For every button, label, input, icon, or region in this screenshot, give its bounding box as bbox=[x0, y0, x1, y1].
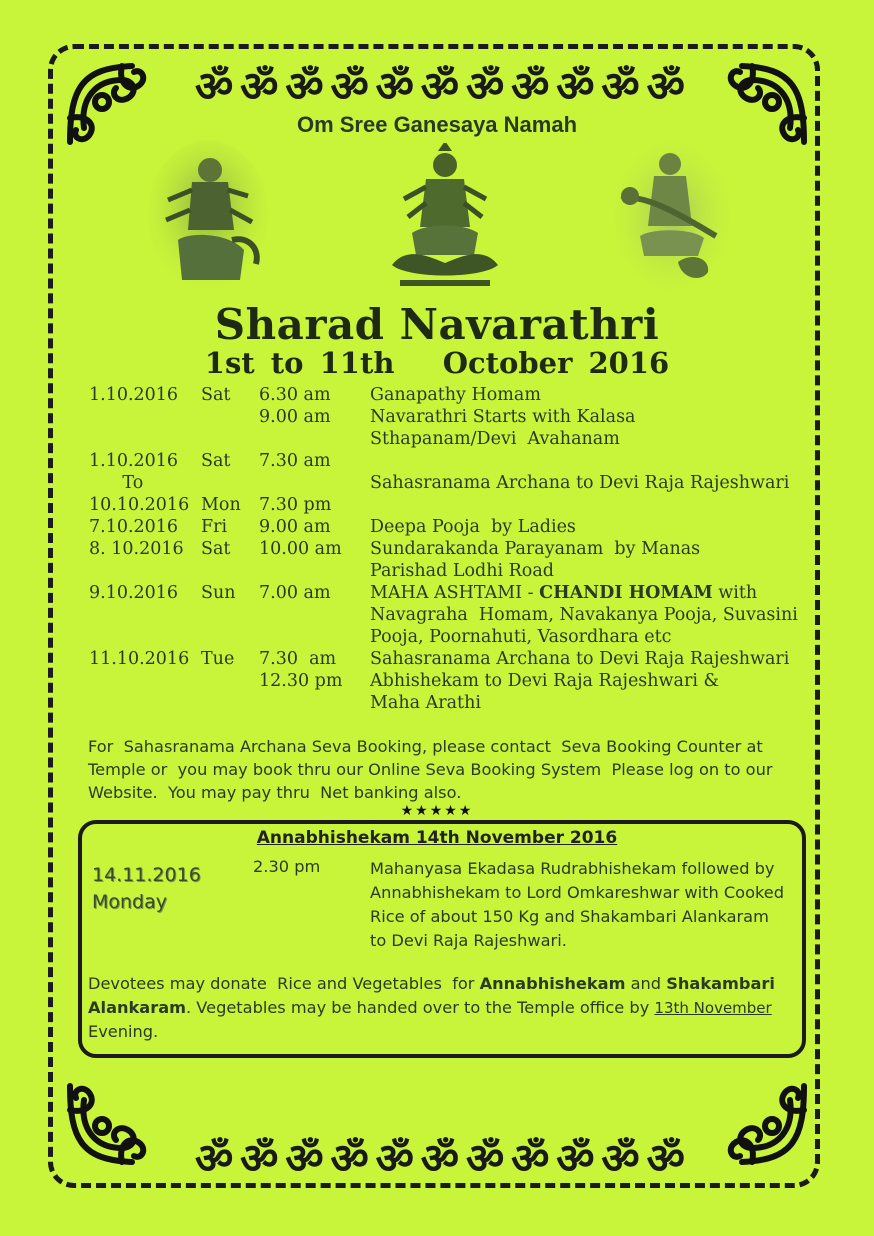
schedule-date: To bbox=[89, 473, 144, 493]
schedule-date: 1.10.2016 bbox=[89, 451, 179, 471]
note-text: Devotees may donate Rice and Vegetables for bbox=[88, 974, 480, 993]
schedule-description: Sahasranama Archana to Devi Raja Rajeshwari bbox=[370, 473, 790, 493]
ashtami-suffix: with bbox=[712, 583, 758, 603]
schedule-time: 7.30 am bbox=[259, 451, 331, 471]
corner-ornament-bottom-left bbox=[62, 1078, 154, 1170]
schedule-description: Sthapanam/Devi Avahanam bbox=[370, 429, 620, 449]
schedule-row bbox=[89, 560, 809, 582]
schedule-row bbox=[89, 384, 809, 406]
om-icon: ॐ bbox=[195, 1134, 234, 1183]
om-icon: ॐ bbox=[195, 62, 234, 111]
om-icon: ॐ bbox=[465, 1134, 505, 1183]
schedule-date: 9.10.2016 bbox=[89, 583, 179, 603]
schedule-description: Parishad Lodhi Road bbox=[370, 561, 554, 581]
schedule-row bbox=[89, 582, 809, 604]
schedule-row bbox=[89, 450, 809, 472]
schedule-day: Sat bbox=[201, 385, 231, 405]
star-divider: ★★★★★ bbox=[400, 803, 474, 819]
schedule-row bbox=[89, 428, 809, 450]
schedule-row bbox=[89, 538, 809, 560]
schedule-row bbox=[89, 692, 809, 714]
om-icon: ॐ bbox=[240, 62, 279, 111]
schedule-row bbox=[89, 670, 809, 692]
schedule-day: Mon bbox=[201, 495, 241, 515]
om-icon: ॐ bbox=[375, 1134, 414, 1183]
schedule-row bbox=[89, 472, 809, 494]
schedule-time: 9.00 am bbox=[259, 407, 331, 427]
schedule-description: Pooja, Poornahuti, Vasordhara etc bbox=[370, 627, 672, 647]
om-icon: ॐ bbox=[330, 62, 369, 111]
schedule-description: Deepa Pooja by Ladies bbox=[370, 517, 576, 537]
om-icon: ॐ bbox=[646, 1134, 685, 1183]
schedule-description: Abhishekam to Devi Raja Rajeshwari & bbox=[370, 671, 720, 691]
om-icon: ॐ bbox=[330, 1134, 369, 1183]
schedule-description: Maha Arathi bbox=[370, 693, 481, 713]
schedule-date: 11.10.2016 bbox=[89, 649, 190, 669]
annabhishekam-title: Annabhishekam 14th November 2016 bbox=[256, 828, 618, 848]
om-icon: ॐ bbox=[240, 1134, 279, 1183]
schedule-day: Sat bbox=[201, 451, 231, 471]
schedule-day: Fri bbox=[201, 517, 228, 537]
donation-note bbox=[88, 972, 798, 1044]
note-text: and bbox=[625, 974, 667, 993]
annabhishekam-time: 2.30 pm bbox=[253, 857, 321, 876]
om-symbol-row-top bbox=[195, 62, 685, 111]
schedule-row bbox=[89, 648, 809, 670]
schedule-time: 10.00 am bbox=[259, 539, 342, 559]
schedule-date: 1.10.2016 bbox=[89, 385, 179, 405]
schedule-description: Ganapathy Homam bbox=[370, 385, 541, 405]
schedule-time: 7.30 pm bbox=[259, 495, 332, 515]
schedule-time: 9.00 am bbox=[259, 517, 331, 537]
schedule-description: Sahasranama Archana to Devi Raja Rajeshwari bbox=[370, 649, 790, 669]
ashtami-label: MAHA ASHTAMI - bbox=[370, 583, 540, 603]
note-bold-annabhishekam: Annabhishekam bbox=[479, 974, 626, 993]
om-icon: ॐ bbox=[511, 1134, 550, 1183]
booking-info: For Sahasranama Archana Seva Booking, please contact Seva Booking Counter at Temple or you may book thru our Online Seva Booking System Please log on to our Website. You may pay thru Net banking also. bbox=[88, 737, 778, 802]
om-icon: ॐ bbox=[285, 1134, 324, 1183]
schedule-time: 7.00 am bbox=[259, 583, 331, 603]
om-icon: ॐ bbox=[465, 62, 505, 111]
schedule-day: Sat bbox=[201, 539, 231, 559]
om-icon: ॐ bbox=[420, 62, 460, 111]
schedule-row bbox=[89, 406, 809, 428]
chandi-homam-label: CHANDI HOMAM bbox=[539, 583, 713, 603]
om-icon: ॐ bbox=[285, 62, 324, 111]
event-title: Sharad Navarathri bbox=[214, 300, 660, 349]
om-icon: ॐ bbox=[420, 1134, 460, 1183]
schedule-table bbox=[89, 384, 809, 714]
annabhishekam-day: Monday bbox=[92, 891, 168, 913]
om-icon: ॐ bbox=[601, 1134, 640, 1183]
om-icon: ॐ bbox=[375, 62, 414, 111]
lakshmi-illustration bbox=[386, 143, 504, 293]
event-dates: 1st to 11th October 2016 bbox=[204, 346, 670, 380]
om-icon: ॐ bbox=[556, 1134, 595, 1183]
saraswati-illustration bbox=[612, 140, 730, 290]
schedule-row bbox=[89, 626, 809, 648]
note-bold-shakambari: Shakambari Alankaram bbox=[88, 974, 781, 1017]
note-text: . Vegetables may be handed over to the Temple office by bbox=[186, 997, 655, 1017]
annabhishekam-date-value: 14.11.2016 bbox=[92, 864, 201, 886]
schedule-row bbox=[89, 516, 809, 538]
om-icon: ॐ bbox=[511, 62, 550, 111]
schedule-description: Navagraha Homam, Navakanya Pooja, Suvasini bbox=[370, 605, 798, 625]
schedule-date: 10.10.2016 bbox=[89, 495, 190, 515]
annabhishekam-description: Mahanyasa Ekadasa Rudrabhishekam followed by Annabhishekam to Lord Omkareshwar with Cooked Rice of about 150 Kg and Shakambari Alankaram to Devi Raja Rajeshwari. bbox=[370, 859, 785, 950]
om-icon: ॐ bbox=[646, 62, 685, 111]
om-symbol-row-bottom bbox=[195, 1134, 685, 1183]
om-icon: ॐ bbox=[556, 62, 595, 111]
note-text: Evening. bbox=[88, 997, 777, 1041]
annabhishekam-date bbox=[92, 862, 201, 916]
om-icon: ॐ bbox=[601, 62, 640, 111]
schedule-date: 8. 10.2016 bbox=[89, 539, 184, 559]
schedule-row bbox=[89, 494, 809, 516]
schedule-row bbox=[89, 604, 809, 626]
schedule-time: 6.30 am bbox=[259, 385, 331, 405]
note-deadline: 13th November bbox=[654, 998, 772, 1017]
schedule-day: Sun bbox=[201, 583, 236, 603]
schedule-description bbox=[370, 582, 757, 604]
schedule-description: Sundarakanda Parayanam by Manas bbox=[370, 539, 701, 559]
schedule-time: 12.30 pm bbox=[259, 671, 343, 691]
durga-illustration bbox=[148, 140, 268, 290]
invocation-text: Om Sree Ganesaya Namah bbox=[296, 112, 578, 137]
schedule-time: 7.30 am bbox=[259, 649, 337, 669]
corner-ornament-bottom-right bbox=[720, 1078, 812, 1170]
schedule-day: Tue bbox=[201, 649, 235, 669]
schedule-date: 7.10.2016 bbox=[89, 517, 179, 537]
schedule-description: Navarathri Starts with Kalasa bbox=[370, 407, 636, 427]
